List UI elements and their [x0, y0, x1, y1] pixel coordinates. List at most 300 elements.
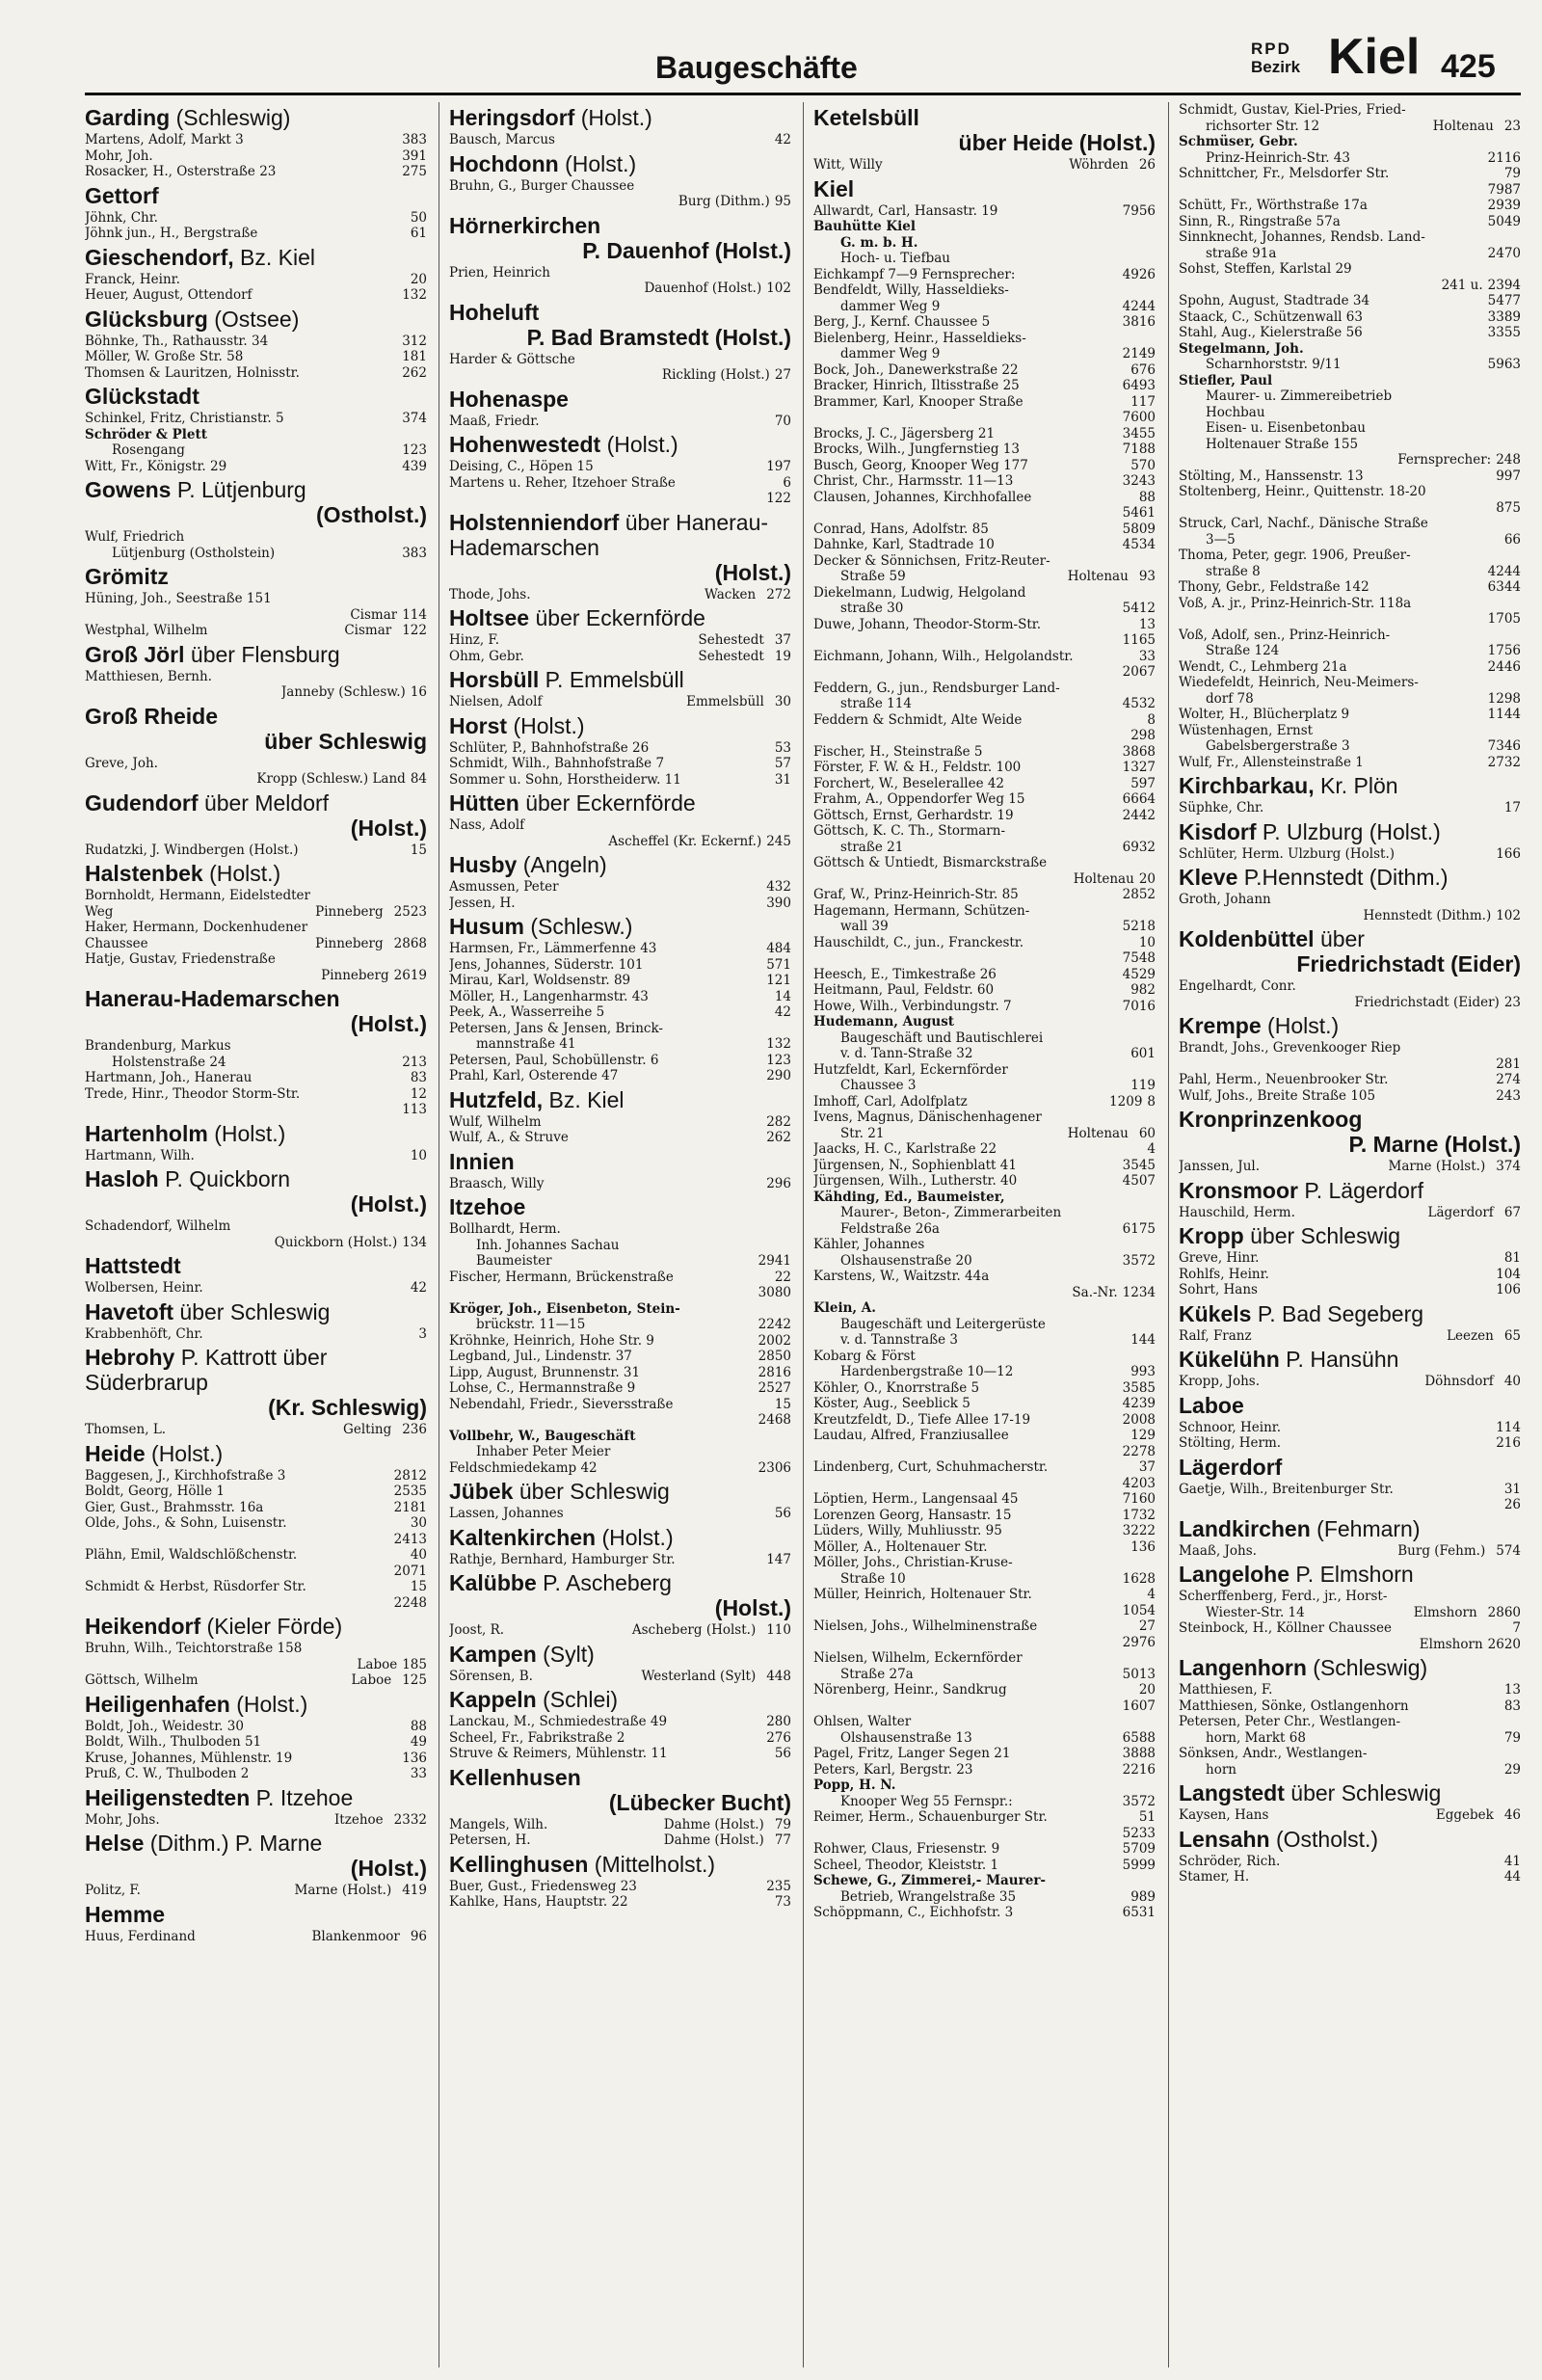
entry-continuation [85, 607, 427, 624]
business-entry [85, 1515, 427, 1532]
place-heading [85, 1345, 427, 1420]
place-name: Husum [449, 914, 524, 939]
business-name: Thomsen & Lauritzen, Holnisstr. [85, 364, 300, 381]
phone-number: 40 [410, 1547, 427, 1563]
business-entry [813, 1650, 1156, 1667]
business-entry [813, 458, 1156, 474]
business-name: Krabbenhöft, Chr. [85, 1325, 203, 1342]
place-suffix: über Hanerau-Hademarschen [449, 509, 769, 560]
business-entry [813, 314, 1156, 331]
place-heading [1179, 1301, 1521, 1326]
business-entry [813, 601, 1156, 617]
business-entry [85, 210, 427, 227]
entry-location: Elmshorn [1419, 1636, 1483, 1652]
place-name: Heiligenhafen [85, 1691, 230, 1717]
place-name: Langstedt [1179, 1780, 1285, 1805]
entry-location: Fernsprecher: [1397, 452, 1492, 468]
entry-location: Quickborn (Holst.) [274, 1234, 398, 1250]
business-entry [813, 712, 1156, 729]
business-name: Nebendahl, Friedr., Sieversstraße [449, 1396, 674, 1412]
place-suffix: (Holst.) [236, 1691, 308, 1717]
phone-number: 93 [1138, 569, 1156, 584]
business-entry [1179, 468, 1521, 485]
phone-number: 88 [410, 1718, 427, 1734]
phone-number: 3585 [1122, 1379, 1156, 1396]
business-name: Eichmann, Johann, Wilh., Helgolandstr. [813, 648, 1074, 664]
business-entry [449, 1730, 791, 1747]
phone-number: 15 [410, 842, 427, 858]
business-entry [1179, 1328, 1521, 1345]
phone-number: 1054 [1122, 1602, 1156, 1618]
place-suffix: (Schlei) [543, 1687, 619, 1712]
phone-number: 106 [1496, 1282, 1521, 1297]
business-name: Stahl, Aug., Kielerstraße 56 [1179, 325, 1363, 340]
place-heading [1179, 1516, 1521, 1541]
entry-continuation [85, 684, 427, 701]
entry-continuation [449, 1412, 791, 1429]
place-heading [85, 1166, 427, 1217]
phone-number: 2468 [758, 1412, 791, 1428]
business-name: Hinz, F. [449, 632, 500, 648]
business-name: wall 39 [840, 919, 889, 934]
place-subheading: (Holst.) [350, 1191, 427, 1217]
place-heading [1179, 1655, 1521, 1680]
entry-continuation [1179, 908, 1521, 924]
place-name: Kronsmoor [1179, 1177, 1298, 1203]
business-name: Feldschmiedekamp 42 [449, 1459, 598, 1476]
business-entry [85, 334, 427, 350]
business-name: Schöppmann, C., Eichhofstr. 3 [813, 1905, 1014, 1920]
business-name: Schröder, Rich. [1179, 1853, 1281, 1869]
business-name: Hutzfeldt, Karl, Eckernförder [813, 1061, 1008, 1078]
business-entry [813, 1269, 1156, 1285]
phone-number: 383 [402, 132, 427, 147]
business-entry [1179, 675, 1521, 691]
phone-number: 3816 [1122, 314, 1156, 330]
phone-number: 4244 [1487, 563, 1521, 579]
business-entry [813, 394, 1156, 411]
phone-number: 5049 [1487, 213, 1521, 229]
place-heading [1179, 1393, 1521, 1418]
phone-number: 136 [402, 1750, 427, 1766]
phone-number: 7 [1512, 1620, 1521, 1636]
phone-number: 53 [774, 739, 791, 756]
entry-location: Cismar [344, 623, 392, 638]
business-name: Gabelsbergerstraße 3 [1206, 738, 1350, 754]
business-name: Asmussen, Peter [449, 879, 559, 895]
business-name: Petersen, Paul, Schobüllenstr. 6 [449, 1052, 659, 1068]
entry-continuation [813, 950, 1156, 967]
place-name: Kleve [1179, 865, 1238, 890]
business-name: Sohrt, Hans [1179, 1282, 1258, 1297]
business-entry [85, 756, 427, 772]
phone-number: 3868 [1122, 743, 1156, 760]
business-name: Gier, Gust., Brahmsstr. 16a [85, 1499, 264, 1515]
place-heading [1179, 1455, 1521, 1480]
phone-number: 113 [402, 1102, 427, 1117]
phone-number: 2071 [393, 1563, 427, 1579]
business-name: Prinz-Heinrich-Str. 43 [1206, 149, 1350, 166]
business-entry [1179, 134, 1521, 150]
business-entry [813, 982, 1156, 999]
entry-continuation [813, 1603, 1156, 1619]
business-entry [449, 352, 791, 368]
place-heading [1179, 1223, 1521, 1248]
business-name: Sohst, Steffen, Karlstal 29 [1179, 261, 1352, 277]
business-entry [813, 1459, 1156, 1476]
entry-location: Burg (Fehm.) [1397, 1542, 1486, 1559]
business-entry [1179, 405, 1521, 421]
phone-number: 44 [1503, 1869, 1521, 1885]
business-name: dammer Weg 9 [840, 346, 941, 361]
phone-number: 1144 [1487, 707, 1521, 722]
business-entry [813, 919, 1156, 935]
business-entry [1179, 628, 1521, 644]
place-name: Hartenholm [85, 1120, 208, 1146]
business-name: Schadendorf, Wilhelm [85, 1218, 231, 1234]
business-name: Greve, Hinr. [1179, 1250, 1260, 1266]
business-entry [813, 617, 1156, 633]
place-suffix: P. Emmelsbüll [545, 667, 684, 692]
phone-number: 119 [1130, 1078, 1156, 1093]
business-name: Bausch, Marcus [449, 132, 555, 147]
phone-number: 6493 [1122, 378, 1156, 393]
entry-location: Dahme (Holst.) [663, 1832, 764, 1848]
business-entry [813, 1046, 1156, 1062]
phone-number: 5709 [1122, 1841, 1156, 1857]
business-name: Nielsen, Adolf [449, 694, 543, 709]
business-entry [1179, 214, 1521, 230]
phone-number: 13 [1138, 616, 1156, 632]
place-suffix: P. Bad Segeberg [1257, 1300, 1424, 1326]
business-name: Schnoor, Heinr. [1179, 1419, 1282, 1435]
phone-number: 236 [402, 1422, 427, 1437]
business-name: Legband, Jul., Lindenstr. 37 [449, 1349, 632, 1364]
phone-number: 79 [774, 1816, 791, 1832]
phone-number: 16 [410, 684, 427, 700]
phone-number: 2278 [1122, 1443, 1156, 1459]
phone-number: 37 [1138, 1459, 1156, 1475]
entry-location: Janneby (Schlesw.) [280, 684, 406, 700]
business-entry [85, 349, 427, 365]
phone-number: 4244 [1122, 298, 1156, 314]
entry-continuation [85, 1657, 427, 1673]
business-name: Knooper Weg 55 Fernspr.: [840, 1793, 1013, 1809]
business-entry [449, 772, 791, 789]
phone-number: 5013 [1122, 1666, 1156, 1682]
phone-number: 282 [766, 1113, 791, 1130]
business-name: Maaß, Friedr. [449, 413, 540, 429]
business-name: Scharnhorststr. 9/11 [1206, 357, 1342, 372]
business-entry [1179, 1250, 1521, 1267]
business-entry [85, 1218, 427, 1235]
business-name: Martens u. Reher, Itzehoer Straße [449, 474, 676, 491]
business-name: Jessen, H. [449, 895, 516, 911]
phone-number: 3243 [1122, 473, 1156, 489]
phone-number: 27 [1138, 1618, 1156, 1634]
entry-location: Pinneberg [321, 967, 389, 983]
phone-number: 41 [1503, 1853, 1521, 1869]
business-entry [1179, 150, 1521, 167]
business-entry [449, 1036, 791, 1053]
phone-number: 601 [1130, 1046, 1156, 1061]
business-entry [1179, 437, 1521, 453]
place-suffix: (Holst.) [513, 712, 585, 738]
business-entry [813, 1491, 1156, 1508]
business-entry [1179, 532, 1521, 548]
business-name: Forchert, W., Beselerallee 42 [813, 775, 1005, 791]
business-name: Sönksen, Andr., Westlangen- [1179, 1746, 1368, 1761]
phone-number: 122 [766, 491, 791, 506]
place-heading [449, 213, 791, 263]
business-entry [813, 203, 1156, 220]
business-name: richsorter Str. 12 [1206, 118, 1320, 134]
place-name: Hemme [85, 1901, 166, 1927]
phone-number: 574 [1496, 1542, 1521, 1559]
business-name: Laudau, Alfred, Franziusallee [813, 1428, 1009, 1443]
business-entry [813, 1873, 1156, 1889]
phone-number: 5963 [1487, 357, 1521, 372]
place-heading [449, 432, 791, 457]
business-name: Rathje, Bernhard, Hamburger Str. [449, 1551, 676, 1567]
phone-number: 5477 [1487, 293, 1521, 308]
place-name: Hebrohy [85, 1345, 175, 1370]
phone-number: 6175 [1122, 1220, 1156, 1237]
header-rule [85, 93, 1521, 95]
business-entry [449, 1832, 791, 1849]
business-name: Kruse, Johannes, Mühlenstr. 19 [85, 1750, 293, 1766]
entry-continuation [449, 367, 791, 384]
phone-number: 2446 [1487, 658, 1521, 675]
business-entry [449, 1380, 791, 1397]
place-subheading: P. Marne (Holst.) [1348, 1132, 1521, 1157]
entry-continuation [85, 1595, 427, 1612]
entry-location: Hennstedt (Dithm.) [1363, 907, 1492, 923]
phone-number: 30 [410, 1515, 427, 1531]
phone-number: 4 [1147, 1141, 1156, 1157]
business-name: Chaussee 3 [840, 1078, 917, 1093]
business-entry [449, 1746, 791, 1762]
phone-number: 61 [410, 226, 427, 241]
business-entry [85, 1929, 427, 1945]
business-name: Busch, Georg, Knooper Weg 177 [813, 457, 1028, 473]
place-name: Gowens [85, 477, 172, 502]
phone-number: 2812 [393, 1467, 427, 1484]
phone-number: 216 [1496, 1435, 1521, 1451]
place-suffix: (Schlesw.) [530, 914, 633, 939]
business-name: Wulf, Johs., Breite Straße 105 [1179, 1087, 1376, 1104]
business-name: Thoma, Peter, gegr. 1906, Preußer- [1179, 548, 1411, 563]
phone-number: 235 [766, 1878, 791, 1894]
business-name: Struve & Reimers, Mühlenstr. 11 [449, 1746, 668, 1761]
business-name: Ohlsen, Walter [813, 1714, 912, 1729]
phone-number: 2394 [1487, 277, 1521, 293]
phone-number: 3355 [1487, 325, 1521, 340]
phone-number: 5999 [1122, 1857, 1156, 1873]
business-name: Ralf, Franz [1179, 1327, 1252, 1344]
business-name: Lindenberg, Curt, Schuhmacherstr. [813, 1459, 1049, 1475]
business-entry [449, 1817, 791, 1833]
phone-number: 280 [766, 1714, 791, 1729]
business-name: Möller, Johs., Christian-Kruse- [813, 1555, 1013, 1570]
phone-number: 121 [766, 973, 791, 988]
business-name: Jaacks, H. C., Karlstraße 22 [813, 1141, 997, 1157]
business-name: Kröger, Joh., Eisenbeton, Stein- [449, 1300, 680, 1317]
phone-number: 129 [1130, 1428, 1156, 1443]
business-name: Boldt, Joh., Weidestr. 30 [85, 1718, 244, 1734]
place-heading [85, 1831, 427, 1881]
business-name: Jöhnk jun., H., Bergstraße [85, 226, 258, 241]
place-name: Grömitz [85, 564, 169, 589]
business-name: Straße 59 [840, 569, 906, 584]
business-name: brückstr. 11—15 [476, 1317, 586, 1332]
phone-number: 19 [774, 648, 791, 664]
business-entry [813, 1110, 1156, 1126]
business-name: Nielsen, Johs., Wilhelminenstraße [813, 1618, 1038, 1634]
place-heading [1179, 926, 1521, 976]
business-entry [85, 1766, 427, 1782]
business-entry [85, 904, 427, 921]
business-name: straße 30 [840, 601, 904, 616]
place-name: Heiligenstedten [85, 1784, 251, 1810]
business-name: Chaussee [85, 935, 148, 951]
business-entry [813, 1094, 1156, 1110]
business-name: Janssen, Jul. [1179, 1159, 1260, 1174]
business-entry [1179, 420, 1521, 437]
place-subheading: (Holst.) [350, 815, 427, 841]
phone-number: 391 [402, 147, 427, 164]
business-name: straße 91a [1206, 245, 1277, 261]
phone-number: 2149 [1122, 346, 1156, 361]
place-name: Holstenniendorf [449, 509, 620, 535]
place-name: Kampen [449, 1641, 537, 1667]
business-entry [813, 840, 1156, 856]
phone-number: 15 [410, 1579, 427, 1594]
business-entry [813, 1809, 1156, 1826]
place-suffix: (Ostholst.) [1275, 1826, 1379, 1852]
phone-number: 15 [774, 1396, 791, 1412]
phone-number: 6 [783, 474, 791, 491]
business-entry [1179, 1267, 1521, 1283]
business-entry [1179, 293, 1521, 309]
business-entry [813, 1746, 1156, 1762]
entry-location: Eggebek [1435, 1807, 1494, 1823]
place-name: Horst [449, 712, 508, 738]
business-entry [1179, 388, 1521, 405]
business-name: Bornholdt, Hermann, Eidelstedter [85, 888, 310, 903]
entry-location: Holtenau [1067, 1125, 1129, 1141]
place-name: Kirchbarkau, [1179, 773, 1315, 798]
place-suffix: Bz. Kiel [548, 1086, 625, 1112]
place-suffix: über [1319, 926, 1365, 951]
business-name: Feddern & Schmidt, Alte Weide [813, 711, 1023, 728]
business-name: Matthiesen, Bernh. [85, 668, 212, 684]
business-name: Baumeister [476, 1253, 552, 1269]
business-name: mannstraße 41 [476, 1036, 576, 1052]
business-name: Schewe, G., Zimmerei,- Maurer- [813, 1873, 1047, 1888]
phone-number: 1607 [1122, 1698, 1156, 1714]
place-subheading: Friedrichstadt (Eider) [1296, 951, 1521, 976]
place-suffix: (Holst.) [209, 861, 281, 886]
place-name: Innien [449, 1148, 515, 1174]
business-name: Huus, Ferdinand [85, 1928, 196, 1944]
place-heading [85, 1785, 427, 1810]
place-name: Glückstadt [85, 384, 199, 409]
business-name: Boldt, Georg, Hölle 1 [85, 1484, 225, 1499]
phone-number: 132 [766, 1036, 791, 1052]
business-name: Heesch, E., Timkestraße 26 [813, 966, 997, 982]
entry-location: Sehestedt [698, 632, 764, 648]
place-heading [85, 105, 427, 130]
business-entry [1179, 1072, 1521, 1088]
business-entry [1179, 166, 1521, 182]
business-name: Peek, A., Wasserreihe 5 [449, 1004, 605, 1020]
business-entry [1179, 1714, 1521, 1730]
business-name: Str. 21 [840, 1125, 885, 1141]
phone-number: 290 [766, 1068, 791, 1083]
business-name: Jürgensen, Wilh., Lutherstr. 40 [813, 1173, 1018, 1189]
phone-number: 2470 [1487, 245, 1521, 261]
business-entry [813, 1618, 1156, 1635]
business-entry [1179, 1088, 1521, 1105]
business-name: Schmidt, Gustav, Kiel-Pries, Fried- [1179, 102, 1406, 118]
phone-number: 197 [766, 459, 791, 474]
business-entry [1179, 846, 1521, 863]
business-name: Straße 10 [840, 1570, 906, 1587]
business-entry [85, 1070, 427, 1086]
business-entry [1179, 1620, 1521, 1637]
place-subheading: über Heide (Holst.) [958, 130, 1156, 155]
business-entry [449, 896, 791, 912]
business-name: Lanckau, M., Schmiedestraße 49 [449, 1714, 668, 1729]
business-name: Ivens, Magnus, Dänischenhagener [813, 1110, 1042, 1125]
phone-number: 110 [766, 1622, 791, 1638]
page-header [0, 29, 1542, 91]
place-heading [449, 1149, 791, 1174]
business-name: Bruhn, G., Burger Chaussee [449, 177, 635, 194]
business-entry [1179, 261, 1521, 278]
business-entry [449, 1365, 791, 1381]
entry-continuation [813, 1444, 1156, 1460]
business-entry [1179, 691, 1521, 708]
business-entry [813, 1412, 1156, 1429]
place-suffix: über Flensburg [190, 641, 340, 667]
business-entry [85, 132, 427, 148]
business-name: Thony, Gebr., Feldstraße 142 [1179, 579, 1369, 595]
business-name: straße 8 [1206, 563, 1261, 579]
business-entry [813, 1221, 1156, 1238]
business-name: Schnittcher, Fr., Melsdorfer Str. [1179, 166, 1390, 181]
phone-number: 1756 [1487, 643, 1521, 658]
phone-number: 79 [1503, 1729, 1521, 1746]
entry-location: Laboe [357, 1656, 398, 1672]
phone-number: 96 [410, 1928, 427, 1944]
business-name: Scherffenberg, Ferd., jr., Horst- [1179, 1589, 1388, 1604]
phone-number: 298 [1130, 728, 1156, 743]
business-entry [449, 1622, 791, 1639]
business-entry [813, 791, 1156, 808]
business-entry [449, 1714, 791, 1730]
business-entry [449, 740, 791, 757]
place-suffix: (Holst.) [606, 432, 678, 457]
phone-number: 989 [1130, 1888, 1156, 1905]
business-name: Schlüter, P., Bahnhofstraße 26 [449, 739, 650, 756]
phone-number: 4 [1147, 1587, 1156, 1602]
place-name: Groß Jörl [85, 641, 185, 667]
business-entry [1179, 102, 1521, 119]
business-entry [85, 1280, 427, 1297]
place-heading [85, 1441, 427, 1466]
